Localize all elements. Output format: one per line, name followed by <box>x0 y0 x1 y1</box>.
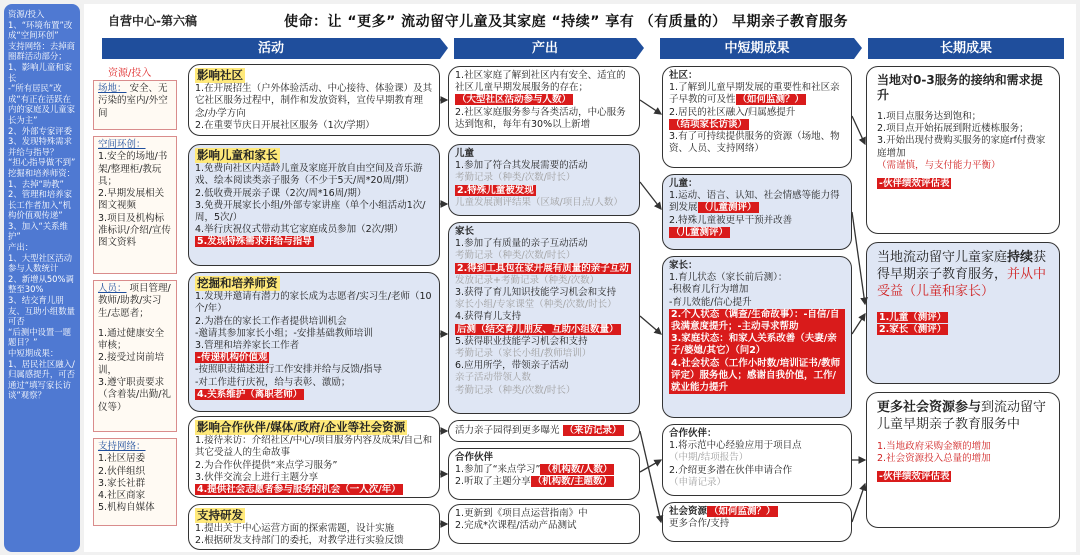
output-line: 1.参加了有质量的亲子互动活动 <box>455 238 588 250</box>
long-line: 3.开始出现付费购买服务的家庭rf付费家庭增加 <box>877 135 1046 159</box>
long-title: 当地流动留守儿童家庭 <box>877 250 1008 265</box>
resource-venue <box>93 80 177 130</box>
column-arrow <box>854 38 862 59</box>
output-line: 1.参加了符合其发展需要的活动 <box>455 160 588 172</box>
activity-research <box>188 504 440 550</box>
mid-line: 1.了解到儿童早期发展的重要性和社区亲子早教的可及性 <box>669 82 840 106</box>
output-metric: 后测（结交育儿朋友、互助小组数量） <box>457 323 619 335</box>
note-line: 1、影响儿童和家长 <box>8 61 72 83</box>
long-title-emphasis: 更多社会资源参与 <box>877 400 982 415</box>
connector-arrow <box>640 316 661 334</box>
long-demand <box>866 66 1060 234</box>
note-line: “担心指导做不到” <box>8 157 76 168</box>
activity-line: 3.管理和培养家长工作者 <box>195 340 300 352</box>
mid-partners <box>662 424 852 496</box>
activity-highlight: -传递机构价值观 <box>197 352 268 364</box>
activity-line: 1.免费向社区内适龄儿童及家庭开放自由空间及音乐游戏、绘本阅读类亲子服务（不少于5天/周*20周/期） <box>195 163 423 187</box>
activity-line: 2.为潜在的家长工作者提供培训机会 <box>195 315 347 327</box>
column-header-long: 长期成果 <box>868 38 1064 59</box>
note-line: 2、新增从50%调整至30% <box>8 273 74 295</box>
column-header-mid: 中短期成果 <box>660 38 854 59</box>
mid-metric: （儿童测评） <box>671 226 729 238</box>
activity-line: 4.举行庆祝仪式带动其它家庭成员参加（2次/期） <box>195 224 404 236</box>
activity-title: 挖掘和培养师资 <box>197 276 278 290</box>
activity-highlight: 4.提供社会志愿者参与服务的机会（一人次/年） <box>197 484 401 496</box>
mid-head: 社会资源 <box>669 506 708 517</box>
activity-line: -对工作进行庆祝，给与表彰、激励； <box>195 376 351 388</box>
note-line: 支持网络：去掉商圈群活动部分； <box>8 40 75 62</box>
output-head: 合作伙伴 <box>455 452 494 463</box>
activity-line: 3.免费开展家长小组/外部专家讲座（单个小组活动1次/周，5次/） <box>195 199 426 224</box>
activity-line: 3.伙伴交流会上进行主题分享 <box>195 471 319 483</box>
long-service <box>866 242 1060 384</box>
long-title-emphasis: 持续 <box>1007 250 1034 265</box>
resource-head: 空间环创： <box>98 139 146 150</box>
mid-evidence: （申请记录） <box>669 476 727 488</box>
activity-children-parents <box>188 144 440 266</box>
column-arrow <box>636 38 644 59</box>
mid-metric: （儿童测评） <box>699 202 757 214</box>
mid-line: 1.运动、语言、认知、社会情感等能力得到发展 <box>669 190 840 214</box>
output-evidence: 家长小组/专家课堂（种类/次数/时长） <box>455 299 617 311</box>
long-caution: （需谨慎，与支付能力平衡） <box>877 159 1001 171</box>
output-metric: 2.特殊儿童被发现 <box>457 184 534 196</box>
resource-network <box>93 438 177 526</box>
activity-title: 支持研发 <box>197 508 243 522</box>
connector-arrow <box>640 431 661 522</box>
note-line: 1、居民社区融入/归属感提升，可否通过“填写家长访谈”观察？ <box>8 358 75 401</box>
output-line: 1.更新到《项目点运营指南》中 <box>455 508 588 519</box>
note-line: 3、发现特殊需求并给与指导？ <box>8 136 72 157</box>
resource-head: 场地： <box>98 83 127 94</box>
long-title: 获得早期亲子教育服务， <box>877 250 1047 282</box>
connector-arrow <box>852 212 865 304</box>
output-metric: 2.得到工具包在家开展有质量的亲子互动 <box>457 262 629 274</box>
note-line: -“所有居民”改成“有正在活跃在内的家庭及儿童家长为主” <box>8 83 75 125</box>
output-evidence: 考勤记录（种类/次数/时长） <box>455 384 576 396</box>
mid-line: 2.介绍更多潜在伙伴申请合作 <box>669 464 793 476</box>
activity-line: 1.提出关于中心运营方面的探索需题，设计实施 <box>195 523 395 535</box>
resource-line: 3.遵守职责要求（含着装/出勤/礼仪等） <box>98 377 171 413</box>
mid-head: 家长： <box>669 260 698 271</box>
resource-environment <box>93 136 177 274</box>
resource-line: 3.项目及机构标准标识/介绍/宣传图文资料 <box>98 212 171 249</box>
mid-line: 更多合作/支持 <box>669 518 730 530</box>
output-line: 活力亲子园得到更多曝光 <box>455 425 560 436</box>
note-line: 3、加入“关系维护” <box>8 220 68 242</box>
output-line: 6.应用所学，带领亲子活动 <box>455 360 569 372</box>
output-line: 3.获得了育儿知识技能学习机会和支持 <box>455 287 617 299</box>
mid-line: 1.育儿状态（家长前后测）： <box>669 272 788 284</box>
long-evidence-tag: -伙伴绩效评估表 <box>879 471 950 483</box>
activity-highlight: 4.关系维护（离职老师） <box>197 388 303 400</box>
note-line: “后测中设置一题题目？” <box>8 326 71 348</box>
mid-line: -育儿效能/信心提升 <box>669 296 752 308</box>
mid-community <box>662 66 852 168</box>
column-header-output: 产出 <box>454 38 636 59</box>
long-line: 1.项目点服务达到饱和； <box>877 111 982 122</box>
mid-metric: 3.家庭状态：和家人关系改善（夫妻/亲子/婆媳/其它）（问2） <box>669 333 845 357</box>
note-line: 1、“环境布置”改成“空间环创” <box>8 19 73 41</box>
output-parents <box>448 222 640 414</box>
output-head: 家长 <box>455 226 475 237</box>
mid-metric: 2.个人状态（调查/生命故事）：-自信/自我满意度提升；-主动寻求帮助 <box>669 309 845 333</box>
note-line: 2、管理和培养家长工作者加入“机构价值观传递” <box>8 189 72 221</box>
note-line: 产出： <box>8 242 34 253</box>
resource-line: 项目管理/教师/助教/实习生/志愿者； <box>98 283 171 319</box>
mid-metric: （如何监测？） <box>709 506 776 517</box>
note-line: 1、大型社区活动参与人数统计 <box>8 252 72 274</box>
activity-title: 影响儿童和家长 <box>197 148 278 162</box>
mid-metric: 4.社会状态（工作小时数/培训证书/教师评定）服务他人；感谢自我价值，工作/就业能力提升 <box>669 358 845 395</box>
review-notes-sidebar <box>4 4 80 552</box>
long-title: 到流动留守儿童早期亲子教育服务中 <box>877 400 1047 432</box>
resource-head: 支持网络： <box>98 441 146 452</box>
long-resources <box>866 392 1060 528</box>
output-line: 2.社区家庭服务参与各类活动，中心服务达到饱和，每年有30%以上新增 <box>455 106 626 130</box>
resource-line: 1.安全的场地/书架/整理柜/教玩具； <box>98 151 168 187</box>
output-metric: （大型社区活动参与人数） <box>457 94 572 106</box>
activity-partners <box>188 416 440 498</box>
mid-line: -积极育儿行为增加 <box>669 284 749 296</box>
activity-line: 2.在重要节庆日开展社区服务（1次/学期） <box>195 119 375 131</box>
output-metric: （机构数/主题数） <box>532 476 613 488</box>
note-line: 2、外部专家评委 <box>8 125 72 136</box>
resource-line: 4.社区商家 <box>98 490 146 502</box>
mid-evidence: （中期/结项报告） <box>669 452 749 464</box>
mid-line: 2.特殊儿童被更早干预并改善 <box>669 214 793 226</box>
mid-parents <box>662 256 852 418</box>
mid-metric: （如何监测？） <box>737 94 805 106</box>
note-line: 挖掘和培养师资： <box>8 167 75 178</box>
logic-model-canvas <box>84 4 1076 552</box>
output-evidence: 考勤记录（种类/次数/时长） <box>455 172 576 184</box>
long-title: 当地对0-3服务的接纳和需求提升 <box>877 73 1043 102</box>
activity-title: 影响社区 <box>197 68 243 82</box>
resource-line: 1.社区居委 <box>98 453 146 465</box>
output-exposure <box>448 420 640 442</box>
resource-line: 5.机构自媒体 <box>98 502 155 514</box>
mission-title: 使命：让 “更多” 流动留守儿童及其家庭 “持续” 享有 （有质量的） 早期亲子教育服务 <box>284 14 849 30</box>
mid-head: 合作伙伴： <box>669 428 717 439</box>
resource-staff <box>93 280 177 432</box>
activity-title: 影响合作伙伴/媒体/政府/企业等社会资源 <box>197 420 406 434</box>
activity-line: 1.接待来访：介绍社区/中心/项目服务内容及成果/自己和其它受益人的生命故事 <box>195 435 433 459</box>
output-line: 1.社区家庭了解到社区内有安全、适宜的社区儿童早期发展服务的存在； <box>455 70 626 94</box>
long-evidence-tag: -伙伴绩效评估表 <box>879 178 950 190</box>
output-evidence: 亲子活动带领人数 <box>455 372 532 384</box>
output-line: 1.参加了“来点学习” <box>455 464 541 476</box>
mid-line: 2.居民的社区融入/归属感提升 <box>669 106 796 118</box>
resource-head: 人员： <box>98 283 127 294</box>
mid-social-resources <box>662 502 852 542</box>
mid-line: 1.将示范中心经验应用于项目点 <box>669 440 802 452</box>
mid-head: 社区： <box>669 70 698 81</box>
output-line: 2.完成*次课程/活动产品测试 <box>455 520 577 532</box>
output-metric: （机构数/人数） <box>542 464 613 476</box>
activity-highlight: 5.发现特殊需求并给与指导 <box>197 236 312 248</box>
activity-line: 1.发现并邀请有潜力的家长成为志愿者/实习生/老师（10个/年） <box>195 291 432 315</box>
long-line: 2.项目点开始拓展到附近楼栋服务； <box>877 123 1029 135</box>
resource-line: 2.早期发展相关图文视频 <box>98 188 165 212</box>
note-line: 1、去掉“助教” <box>8 178 64 189</box>
column-header-activity: 活动 <box>102 38 440 59</box>
long-evidence-tag: 2.家长（测评） <box>879 324 947 336</box>
note-line: 中短期成果： <box>8 348 59 358</box>
output-head: 儿童 <box>455 148 475 159</box>
long-line: 1.当地政府采购金额的增加 <box>877 441 991 452</box>
note-line: 资源/投入 <box>8 9 45 19</box>
activity-line: 1.在开展招生（户外体验活动、中心接待、体验课）及其它社区服务过程中，制作和发放资料，宣传早期教育理念/办学方向 <box>195 83 433 119</box>
draft-label: 自营中心-第六稿 <box>108 14 197 28</box>
output-research <box>448 504 640 544</box>
note-line: 3、结交育儿朋友、互助小组数量可否 <box>8 295 75 327</box>
resource-line: 1.通过健康安全审核； <box>98 327 165 352</box>
output-partners <box>448 448 640 500</box>
mid-children <box>662 174 852 250</box>
mid-head: 儿童： <box>669 178 698 189</box>
output-children <box>448 144 640 216</box>
connector-arrow <box>852 314 865 334</box>
activity-community <box>188 64 440 136</box>
resource-text: 安全、无污染的室内/外空间 <box>98 83 168 119</box>
connector-arrow <box>640 460 661 472</box>
output-line: 4.获得育儿支持 <box>455 311 522 323</box>
mid-metric: （结项家长访谈） <box>671 118 748 130</box>
output-evidence: 考勤记录（家长小组/教师培训） <box>455 348 592 360</box>
activity-teachers <box>188 272 440 412</box>
activity-line: 2.为合作伙伴提供“来点学习服务” <box>195 459 338 471</box>
output-line: 2.听取了主题分享 <box>455 476 531 488</box>
activity-line: -邀请其参加家长小组；-安排基础教师培训 <box>195 327 373 339</box>
connector-arrow <box>640 182 661 209</box>
activity-line: 2.根据研发支持部门的委托，对教学进行实验反馈 <box>195 535 404 547</box>
resource-line: 2.接受过岗前培训， <box>98 352 165 376</box>
resources-label: 资源/投入 <box>108 68 152 79</box>
mid-line: 3.有了可持续提供服务的资源（场地、物资、人员、支持网络） <box>669 131 840 155</box>
activity-line: -按照职责描述进行工作安排并给与反馈/指导 <box>195 364 383 376</box>
column-arrow <box>440 38 448 59</box>
long-line: 2.社会资源投入总量的增加 <box>877 453 991 465</box>
connector-arrow <box>852 116 865 144</box>
resource-line: 2.伙伴组织 <box>98 465 146 477</box>
long-title-red: 并从中受益（儿童和家长） <box>877 267 1047 299</box>
output-evidence: 儿童发展测评结果（区域/项目点/人数） <box>455 196 623 208</box>
long-evidence-tag: 1.儿童（测评） <box>879 312 947 323</box>
output-line: 5.获得职业技能学习机会和支持 <box>455 335 588 347</box>
connector-arrow <box>852 484 865 522</box>
output-evidence: 考勤记录（种类/次数/时长） <box>455 250 576 262</box>
resource-line: 3.家长社群 <box>98 477 146 489</box>
connector-arrow <box>640 100 661 114</box>
output-evidence: 发放记录+考勤记录（种类/次数） <box>455 274 600 286</box>
activity-line: 2.低收费开展亲子课（2次/周*16周/期） <box>195 187 367 199</box>
output-metric: （来访记录） <box>564 425 622 436</box>
output-community <box>448 66 640 136</box>
